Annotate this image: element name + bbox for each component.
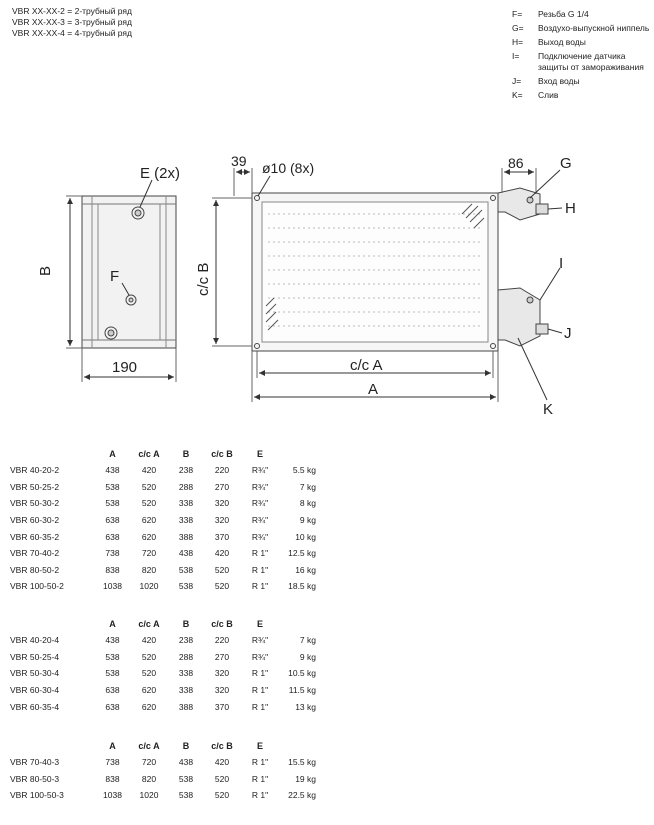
table-row xyxy=(10,545,320,562)
cell-cc-a: 520 xyxy=(141,498,157,509)
cell-model: VBR 50-25-4 xyxy=(10,651,60,662)
legend-line: VBR XX-XX-3 = 3-трубный ряд xyxy=(12,17,132,27)
cell-cc-a: 720 xyxy=(141,548,157,559)
cell-cc-b: 320 xyxy=(214,498,230,509)
cell-cc-a: 1020 xyxy=(139,581,159,592)
header-cc-b: c/c B xyxy=(211,449,233,459)
cell-cc-b: 270 xyxy=(214,481,230,492)
cell-weight: 18.5 kg xyxy=(288,581,316,592)
cell-cc-b: 370 xyxy=(214,531,230,542)
cell-a: 438 xyxy=(105,465,120,476)
cell-weight: 9 kg xyxy=(299,651,316,662)
cell-cc-a: 620 xyxy=(141,515,157,526)
cell-model: VBR 40-20-4 xyxy=(10,635,60,646)
legend-line: VBR XX-XX-4 = 4-трубный ряд xyxy=(12,28,132,38)
header-cc-a: c/c A xyxy=(138,449,160,459)
label-cc-b: c/c B xyxy=(195,262,212,296)
cell-a: 838 xyxy=(105,773,120,784)
outlet-h-icon xyxy=(536,204,548,214)
label-i: I xyxy=(559,255,564,272)
hole-label: ø10 (8x) xyxy=(262,160,315,176)
header-b: B xyxy=(182,619,190,629)
cell-cc-a: 520 xyxy=(141,481,157,492)
legend-line: VBR XX-XX-2 = 2-трубный ряд xyxy=(12,6,132,16)
cell-b: 538 xyxy=(178,564,194,575)
header-b: B xyxy=(182,741,190,751)
cell-e: R¾" xyxy=(251,481,269,492)
cell-model: VBR 60-30-4 xyxy=(10,685,60,696)
legend-key: G= xyxy=(512,23,524,33)
cell-e: R¾" xyxy=(251,465,269,476)
cell-cc-a: 520 xyxy=(141,651,157,662)
cell-b: 538 xyxy=(178,773,194,784)
cell-b: 388 xyxy=(178,531,194,542)
cell-b: 338 xyxy=(178,515,194,526)
cell-e: R 1" xyxy=(251,581,269,592)
header-a: A xyxy=(109,449,116,459)
table-row xyxy=(10,698,320,715)
legend-key: H= xyxy=(512,37,524,47)
table-row xyxy=(10,787,320,804)
cell-weight: 15.5 kg xyxy=(288,757,316,768)
cell-model: VBR 100-50-2 xyxy=(10,581,64,592)
header-a: A xyxy=(109,619,116,629)
cell-weight: 13 kg xyxy=(295,701,316,712)
cell-model: VBR 60-30-2 xyxy=(10,515,60,526)
header-b: B xyxy=(182,449,190,459)
cell-a: 438 xyxy=(105,635,120,646)
table-row xyxy=(10,578,320,595)
header-e: E xyxy=(256,741,263,751)
cell-weight: 11.5 kg xyxy=(288,685,316,696)
cell-weight: 7 kg xyxy=(299,481,316,492)
legend-item-i xyxy=(512,51,654,73)
cell-b: 338 xyxy=(178,668,194,679)
label-b: B xyxy=(37,265,54,276)
header-cc-a: c/c A xyxy=(138,741,160,751)
cell-cc-b: 520 xyxy=(214,581,230,592)
header-collector xyxy=(498,188,548,346)
cell-e: R¾" xyxy=(251,531,269,542)
label-e: E (2x) xyxy=(140,165,181,182)
legend-text: Выход воды xyxy=(538,37,586,47)
legend-text: Резьба G 1/4 xyxy=(538,9,589,19)
header-cc-b: c/c B xyxy=(211,619,233,629)
legend-text: Воздухо-выпускной ниппель xyxy=(538,23,650,33)
cell-b: 538 xyxy=(178,581,194,592)
table-row xyxy=(10,632,320,649)
cell-a: 538 xyxy=(105,481,120,492)
cell-e: R¾" xyxy=(251,651,269,662)
cell-cc-a: 720 xyxy=(141,757,157,768)
cell-cc-b: 420 xyxy=(214,548,230,559)
table-row xyxy=(10,562,320,579)
cell-b: 238 xyxy=(178,465,194,476)
header-model xyxy=(10,738,95,754)
dim-86: 86 xyxy=(508,155,524,171)
cell-cc-a: 1020 xyxy=(139,790,159,801)
cell-a: 638 xyxy=(105,701,120,712)
cell-b: 288 xyxy=(178,651,194,662)
cell-e: R¾" xyxy=(251,498,269,509)
cell-b: 338 xyxy=(178,498,194,509)
label-j: J xyxy=(564,325,572,342)
technical-drawing xyxy=(0,140,654,425)
cell-cc-b: 320 xyxy=(214,668,230,679)
cell-a: 738 xyxy=(105,757,120,768)
cell-model: VBR 40-20-2 xyxy=(10,465,60,476)
tube-row-legend xyxy=(12,6,132,39)
dim-190: 190 xyxy=(112,359,138,376)
label-g: G xyxy=(560,155,572,172)
cell-b: 338 xyxy=(178,685,194,696)
cell-cc-b: 220 xyxy=(214,635,230,646)
cell-cc-a: 420 xyxy=(141,635,157,646)
legend-item-g xyxy=(512,23,654,34)
cell-cc-a: 620 xyxy=(141,685,157,696)
header-model xyxy=(10,446,95,462)
cell-cc-a: 520 xyxy=(141,668,157,679)
cell-e: R 1" xyxy=(251,685,269,696)
cell-weight: 19 kg xyxy=(295,773,316,784)
cell-e: R 1" xyxy=(251,773,269,784)
cell-cc-b: 520 xyxy=(214,773,230,784)
spec-table-2-row xyxy=(10,446,320,595)
table-row xyxy=(10,462,320,479)
header-e: E xyxy=(256,449,263,459)
cell-weight: 9 kg xyxy=(299,515,316,526)
cell-model: VBR 80-50-2 xyxy=(10,564,60,575)
cell-e: R 1" xyxy=(251,668,269,679)
cell-a: 1038 xyxy=(103,581,122,592)
spec-table-3-row xyxy=(10,738,320,804)
cell-cc-b: 520 xyxy=(214,790,230,801)
cell-a: 638 xyxy=(105,685,120,696)
sensor-port-i-icon xyxy=(527,297,533,303)
legend-key: J= xyxy=(512,76,522,86)
cell-cc-a: 820 xyxy=(141,564,157,575)
cell-a: 738 xyxy=(105,548,120,559)
table-row xyxy=(10,682,320,699)
header-a: A xyxy=(109,741,116,751)
cell-a: 538 xyxy=(105,651,120,662)
cell-b: 538 xyxy=(178,790,194,801)
legend-key: F= xyxy=(512,9,523,19)
table-row xyxy=(10,649,320,666)
cell-b: 288 xyxy=(178,481,194,492)
inlet-j-icon xyxy=(536,324,548,334)
header-cc-b: c/c B xyxy=(211,741,233,751)
legend-item-f xyxy=(512,9,654,20)
header-cc-a: c/c A xyxy=(138,619,160,629)
cell-b: 438 xyxy=(178,548,194,559)
table-row xyxy=(10,754,320,771)
legend-text: Вход воды xyxy=(538,76,580,86)
header-weight xyxy=(280,446,320,462)
cell-model: VBR 60-35-2 xyxy=(10,531,60,542)
cell-model: VBR 60-35-4 xyxy=(10,701,60,712)
cell-a: 838 xyxy=(105,564,120,575)
dim-39: 39 xyxy=(231,153,247,169)
header-weight xyxy=(280,738,320,754)
cell-model: VBR 80-50-3 xyxy=(10,773,60,784)
cell-cc-b: 520 xyxy=(214,564,230,575)
cell-cc-b: 320 xyxy=(214,685,230,696)
label-h: H xyxy=(565,200,576,217)
cell-weight: 22.5 kg xyxy=(288,790,316,801)
cell-cc-b: 370 xyxy=(214,701,230,712)
legend-item-k xyxy=(512,90,654,101)
label-f: F xyxy=(110,268,120,285)
cell-cc-a: 620 xyxy=(141,531,157,542)
cell-a: 638 xyxy=(105,531,120,542)
header-weight xyxy=(280,616,320,632)
table-row xyxy=(10,665,320,682)
cell-a: 638 xyxy=(105,515,120,526)
cell-weight: 16 kg xyxy=(295,564,316,575)
table-header-row xyxy=(10,616,320,632)
legend-key: K= xyxy=(512,90,523,100)
cell-cc-a: 620 xyxy=(141,701,157,712)
table-row xyxy=(10,512,320,529)
cell-model: VBR 70-40-3 xyxy=(10,757,60,768)
cell-weight: 5.5 kg xyxy=(292,465,316,476)
legend-text: Слив xyxy=(538,90,559,100)
cell-weight: 12.5 kg xyxy=(288,548,316,559)
spec-table-4-row xyxy=(10,616,320,715)
header-e: E xyxy=(256,619,263,629)
cell-cc-b: 320 xyxy=(214,515,230,526)
legend-item-j xyxy=(512,76,654,87)
cell-model: VBR 50-30-4 xyxy=(10,668,60,679)
cell-model: VBR 50-30-2 xyxy=(10,498,60,509)
cell-b: 388 xyxy=(178,701,194,712)
cell-weight: 10.5 kg xyxy=(288,668,316,679)
legend-key: I= xyxy=(512,51,520,61)
side-view xyxy=(66,180,176,382)
cell-e: R 1" xyxy=(251,548,269,559)
cell-weight: 8 kg xyxy=(299,498,316,509)
table-row xyxy=(10,528,320,545)
cell-e: R¾" xyxy=(251,515,269,526)
legend-text: Подключение датчика защиты от замораживания xyxy=(538,51,644,72)
cell-cc-b: 270 xyxy=(214,651,230,662)
cell-e: R 1" xyxy=(251,757,269,768)
label-k: K xyxy=(543,401,554,418)
cell-model: VBR 70-40-2 xyxy=(10,548,60,559)
cell-cc-b: 220 xyxy=(214,465,230,476)
side-view-body xyxy=(82,196,176,348)
label-a: A xyxy=(368,381,379,398)
cell-model: VBR 50-25-2 xyxy=(10,481,60,492)
cell-cc-b: 420 xyxy=(214,757,230,768)
cell-b: 438 xyxy=(178,757,194,768)
label-cc-a: c/c A xyxy=(350,357,383,374)
cell-a: 538 xyxy=(105,498,120,509)
legend-item-h xyxy=(512,37,654,48)
cell-a: 538 xyxy=(105,668,120,679)
cell-weight: 10 kg xyxy=(295,531,316,542)
table-row xyxy=(10,495,320,512)
cell-a: 1038 xyxy=(103,790,122,801)
cell-model: VBR 100-50-3 xyxy=(10,790,64,801)
table-row xyxy=(10,479,320,496)
cell-b: 238 xyxy=(178,635,194,646)
cell-e: R 1" xyxy=(251,564,269,575)
front-view xyxy=(212,168,562,402)
table-row xyxy=(10,771,320,788)
cell-e: R¾" xyxy=(251,635,269,646)
connection-legend xyxy=(512,9,654,104)
table-header-row xyxy=(10,446,320,462)
cell-weight: 7 kg xyxy=(299,635,316,646)
cell-cc-a: 420 xyxy=(141,465,157,476)
header-model xyxy=(10,616,95,632)
table-header-row xyxy=(10,738,320,754)
cell-cc-a: 820 xyxy=(141,773,157,784)
cell-e: R 1" xyxy=(251,790,269,801)
cell-e: R 1" xyxy=(251,701,269,712)
